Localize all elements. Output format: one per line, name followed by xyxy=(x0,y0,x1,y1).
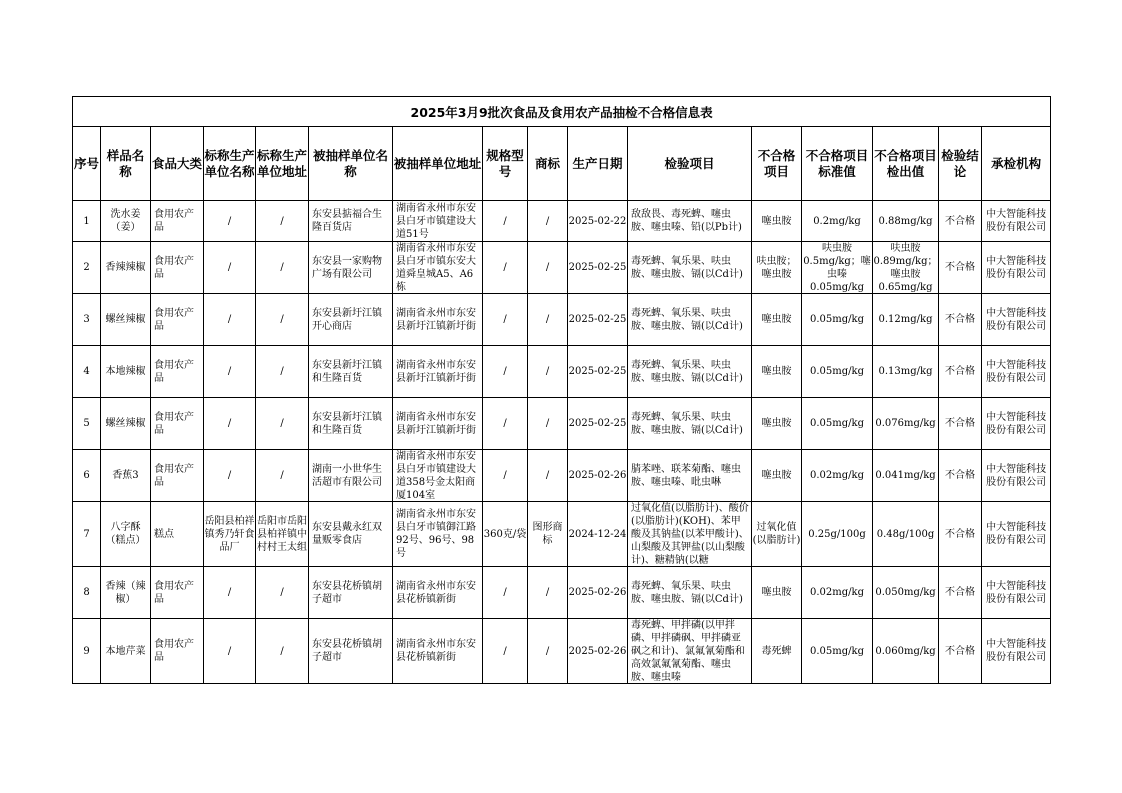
cell-sample-name: 香蕉3 xyxy=(101,450,151,502)
cell-producer-address: / xyxy=(256,567,309,619)
cell-production-date: 2025-02-26 xyxy=(568,567,628,619)
col-header-producer-address: 标称生产单位地址 xyxy=(256,127,309,201)
cell-failed-item: 噻虫胺 xyxy=(752,346,802,398)
cell-producer-address: 岳阳市岳阳县柏祥镇中村村王太组 xyxy=(256,502,309,567)
cell-standard-value: 0.25g/100g xyxy=(802,502,873,567)
cell-sample-name: 螺丝辣椒 xyxy=(101,294,151,346)
cell-test-items: 毒死蜱、氧乐果、呋虫胺、噻虫胺、镉(以Cd计) xyxy=(628,346,752,398)
cell-sample-name: 洗水姜（姜） xyxy=(101,201,151,242)
cell-sampled-unit-name: 东安县花桥镇胡子超市 xyxy=(309,567,393,619)
col-header-failed-item: 不合格项目 xyxy=(752,127,802,201)
cell-food-category: 食用农产品 xyxy=(151,567,204,619)
cell-conclusion: 不合格 xyxy=(939,294,982,346)
cell-producer-name: / xyxy=(204,201,256,242)
cell-trademark: / xyxy=(528,346,568,398)
cell-failed-item: 噻虫胺 xyxy=(752,567,802,619)
cell-seq: 2 xyxy=(73,242,101,294)
cell-spec: / xyxy=(483,346,528,398)
table-row xyxy=(73,294,1051,346)
cell-sampled-unit-name: 湖南一小世华生活超市有限公司 xyxy=(309,450,393,502)
cell-producer-name: / xyxy=(204,242,256,294)
cell-trademark: / xyxy=(528,294,568,346)
cell-food-category: 糕点 xyxy=(151,502,204,567)
cell-detected-value: 0.060mg/kg xyxy=(873,619,939,684)
cell-spec: / xyxy=(483,619,528,684)
col-header-food-category: 食品大类 xyxy=(151,127,204,201)
col-header-trademark: 商标 xyxy=(528,127,568,201)
cell-sampled-unit-address: 湖南省永州市东安县花桥镇新街 xyxy=(393,567,483,619)
cell-spec: / xyxy=(483,450,528,502)
cell-seq: 3 xyxy=(73,294,101,346)
cell-seq: 7 xyxy=(73,502,101,567)
cell-trademark: / xyxy=(528,567,568,619)
cell-producer-address: / xyxy=(256,346,309,398)
cell-sampled-unit-name: 东安县新圩江镇和生隆百货 xyxy=(309,346,393,398)
col-header-standard-value: 不合格项目标准值 xyxy=(802,127,873,201)
cell-testing-agency: 中大智能科技股份有限公司 xyxy=(982,450,1051,502)
cell-sampled-unit-name: 东安县戴永红双量贩零食店 xyxy=(309,502,393,567)
table-row xyxy=(73,201,1051,242)
col-header-seq: 序号 xyxy=(73,127,101,201)
cell-food-category: 食用农产品 xyxy=(151,450,204,502)
cell-producer-address: / xyxy=(256,398,309,450)
cell-conclusion: 不合格 xyxy=(939,242,982,294)
cell-producer-address: / xyxy=(256,242,309,294)
cell-conclusion: 不合格 xyxy=(939,346,982,398)
cell-food-category: 食用农产品 xyxy=(151,201,204,242)
cell-producer-name: / xyxy=(204,294,256,346)
table-row xyxy=(73,398,1051,450)
table-row xyxy=(73,346,1051,398)
cell-production-date: 2025-02-26 xyxy=(568,619,628,684)
cell-spec: / xyxy=(483,567,528,619)
cell-failed-item: 噻虫胺 xyxy=(752,450,802,502)
cell-testing-agency: 中大智能科技股份有限公司 xyxy=(982,619,1051,684)
cell-detected-value: 0.48g/100g xyxy=(873,502,939,567)
cell-testing-agency: 中大智能科技股份有限公司 xyxy=(982,502,1051,567)
cell-sampled-unit-address: 湖南省永州市东安县白牙市镇建设大道358号金太阳商厦104室 xyxy=(393,450,483,502)
table-row xyxy=(73,502,1051,567)
col-header-test-items: 检验项目 xyxy=(628,127,752,201)
cell-spec: / xyxy=(483,201,528,242)
table-row xyxy=(73,450,1051,502)
cell-production-date: 2025-02-25 xyxy=(568,294,628,346)
inspection-table xyxy=(72,96,1051,684)
cell-sample-name: 八字酥（糕点） xyxy=(101,502,151,567)
table-row xyxy=(73,242,1051,294)
cell-spec: / xyxy=(483,398,528,450)
col-header-detected-value: 不合格项目检出值 xyxy=(873,127,939,201)
cell-spec: / xyxy=(483,242,528,294)
cell-sampled-unit-address: 湖南省永州市东安县白牙市镇东安大道舜皇城A5、A6栋 xyxy=(393,242,483,294)
cell-standard-value: 0.05mg/kg xyxy=(802,346,873,398)
cell-test-items: 毒死蜱、氧乐果、呋虫胺、噻虫胺、镉(以Cd计) xyxy=(628,398,752,450)
cell-sampled-unit-address: 湖南省永州市东安县新圩江镇新圩街 xyxy=(393,346,483,398)
cell-detected-value: 0.050mg/kg xyxy=(873,567,939,619)
header-row xyxy=(73,127,1051,201)
cell-conclusion: 不合格 xyxy=(939,502,982,567)
col-header-producer-name: 标称生产单位名称 xyxy=(204,127,256,201)
cell-production-date: 2024-12-24 xyxy=(568,502,628,567)
cell-sample-name: 螺丝辣椒 xyxy=(101,398,151,450)
cell-failed-item: 噻虫胺 xyxy=(752,398,802,450)
cell-standard-value: 0.02mg/kg xyxy=(802,450,873,502)
cell-producer-name: / xyxy=(204,450,256,502)
cell-sampled-unit-address: 湖南省永州市东安县白牙市镇御江路92号、96号、98号 xyxy=(393,502,483,567)
cell-seq: 5 xyxy=(73,398,101,450)
cell-food-category: 食用农产品 xyxy=(151,346,204,398)
cell-producer-address: / xyxy=(256,619,309,684)
cell-failed-item: 噻虫胺 xyxy=(752,201,802,242)
cell-sampled-unit-address: 湖南省永州市东安县新圩江镇新圩街 xyxy=(393,294,483,346)
cell-test-items: 毒死蜱、氧乐果、呋虫胺、噻虫胺、镉(以Cd计) xyxy=(628,294,752,346)
col-header-testing-agency: 承检机构 xyxy=(982,127,1051,201)
cell-testing-agency: 中大智能科技股份有限公司 xyxy=(982,294,1051,346)
col-header-sampled-unit-name: 被抽样单位名称 xyxy=(309,127,393,201)
cell-trademark: / xyxy=(528,619,568,684)
cell-test-items: 毒死蜱、氧乐果、呋虫胺、噻虫胺、镉(以Cd计) xyxy=(628,242,752,294)
cell-producer-name: / xyxy=(204,567,256,619)
cell-production-date: 2025-02-26 xyxy=(568,450,628,502)
inspection-table-sheet xyxy=(72,96,1050,684)
cell-sampled-unit-name: 东安县花桥镇胡子超市 xyxy=(309,619,393,684)
cell-sample-name: 香辣辣椒 xyxy=(101,242,151,294)
cell-testing-agency: 中大智能科技股份有限公司 xyxy=(982,398,1051,450)
cell-test-items: 毒死蜱、甲拌磷(以甲拌磷、甲拌磷砜、甲拌磷亚砜之和计)、氯氟氰菊酯和高效氯氟氰菊酯、噻虫胺、噻虫嗪 xyxy=(628,619,752,684)
table-title: 2025年3月9批次食品及食用农产品抽检不合格信息表 xyxy=(73,97,1051,127)
cell-failed-item: 毒死蜱 xyxy=(752,619,802,684)
cell-testing-agency: 中大智能科技股份有限公司 xyxy=(982,346,1051,398)
col-header-conclusion: 检验结论 xyxy=(939,127,982,201)
cell-spec: / xyxy=(483,294,528,346)
cell-production-date: 2025-02-25 xyxy=(568,242,628,294)
cell-trademark: / xyxy=(528,450,568,502)
cell-standard-value: 0.05mg/kg xyxy=(802,398,873,450)
cell-trademark: / xyxy=(528,398,568,450)
cell-sample-name: 本地辣椒 xyxy=(101,346,151,398)
cell-spec: 360克/袋 xyxy=(483,502,528,567)
cell-food-category: 食用农产品 xyxy=(151,242,204,294)
col-header-production-date: 生产日期 xyxy=(568,127,628,201)
cell-sample-name: 本地芹菜 xyxy=(101,619,151,684)
cell-test-items: 腈苯唑、联苯菊酯、噻虫胺、噻虫嗪、吡虫啉 xyxy=(628,450,752,502)
cell-producer-address: / xyxy=(256,450,309,502)
cell-seq: 8 xyxy=(73,567,101,619)
cell-conclusion: 不合格 xyxy=(939,619,982,684)
cell-production-date: 2025-02-25 xyxy=(568,398,628,450)
cell-seq: 9 xyxy=(73,619,101,684)
cell-standard-value: 0.02mg/kg xyxy=(802,567,873,619)
cell-conclusion: 不合格 xyxy=(939,398,982,450)
cell-sample-name: 香辣（辣椒） xyxy=(101,567,151,619)
cell-sampled-unit-address: 湖南省永州市东安县白牙市镇建设大道51号 xyxy=(393,201,483,242)
cell-sampled-unit-address: 湖南省永州市东安县新圩江镇新圩街 xyxy=(393,398,483,450)
cell-sampled-unit-name: 东安县新圩江镇和生隆百货 xyxy=(309,398,393,450)
cell-detected-value: 0.13mg/kg xyxy=(873,346,939,398)
cell-seq: 6 xyxy=(73,450,101,502)
cell-sampled-unit-address: 湖南省永州市东安县花桥镇新街 xyxy=(393,619,483,684)
cell-detected-value: 0.041mg/kg xyxy=(873,450,939,502)
cell-trademark: 图形商标 xyxy=(528,502,568,567)
cell-standard-value: 呋虫胺0.5mg/kg；噻虫嗪0.05mg/kg xyxy=(803,243,871,293)
cell-conclusion: 不合格 xyxy=(939,450,982,502)
cell-producer-name: / xyxy=(204,619,256,684)
cell-producer-address: / xyxy=(256,201,309,242)
cell-detected-value: 0.076mg/kg xyxy=(873,398,939,450)
cell-sampled-unit-name: 东安县新圩江镇开心商店 xyxy=(309,294,393,346)
cell-detected-value: 呋虫胺0.89mg/kg；噻虫胺0.65mg/kg xyxy=(873,243,938,293)
cell-seq: 4 xyxy=(73,346,101,398)
cell-producer-name: / xyxy=(204,398,256,450)
cell-failed-item: 呋虫胺；噻虫胺 xyxy=(752,242,802,294)
cell-producer-address: / xyxy=(256,294,309,346)
cell-testing-agency: 中大智能科技股份有限公司 xyxy=(982,201,1051,242)
cell-sampled-unit-name: 东安县掂福合生隆百货店 xyxy=(309,201,393,242)
cell-conclusion: 不合格 xyxy=(939,201,982,242)
cell-food-category: 食用农产品 xyxy=(151,398,204,450)
col-header-sample-name: 样品名称 xyxy=(101,127,151,201)
col-header-sampled-unit-address: 被抽样单位地址 xyxy=(393,127,483,201)
cell-testing-agency: 中大智能科技股份有限公司 xyxy=(982,567,1051,619)
cell-sampled-unit-name: 东安县一家购物广场有限公司 xyxy=(309,242,393,294)
cell-producer-name: 岳阳县柏祥镇秀乃轩食品厂 xyxy=(204,502,256,567)
col-header-spec: 规格型号 xyxy=(483,127,528,201)
cell-producer-name: / xyxy=(204,346,256,398)
cell-test-items: 敌敌畏、毒死蜱、噻虫胺、噻虫嗪、铅(以Pb计) xyxy=(628,201,752,242)
cell-standard-value: 0.2mg/kg xyxy=(802,201,873,242)
cell-detected-value: 0.12mg/kg xyxy=(873,294,939,346)
cell-production-date: 2025-02-25 xyxy=(568,346,628,398)
cell-conclusion: 不合格 xyxy=(939,567,982,619)
table-row xyxy=(73,619,1051,684)
table-row xyxy=(73,567,1051,619)
cell-food-category: 食用农产品 xyxy=(151,619,204,684)
cell-detected-value: 0.88mg/kg xyxy=(873,201,939,242)
cell-standard-value: 0.05mg/kg xyxy=(802,619,873,684)
cell-test-items: 过氧化值(以脂肪计)、酸价(以脂肪计)(KOH)、苯甲酸及其钠盐(以苯甲酸计)、山梨酸及其钾盐(以山梨酸计)、糖精钠(以糖 xyxy=(628,502,752,567)
cell-standard-value: 0.05mg/kg xyxy=(802,294,873,346)
cell-seq: 1 xyxy=(73,201,101,242)
cell-trademark: / xyxy=(528,201,568,242)
cell-failed-item: 噻虫胺 xyxy=(752,294,802,346)
cell-testing-agency: 中大智能科技股份有限公司 xyxy=(982,242,1051,294)
cell-trademark: / xyxy=(528,242,568,294)
cell-failed-item: 过氧化值(以脂肪计) xyxy=(752,502,802,567)
cell-food-category: 食用农产品 xyxy=(151,294,204,346)
cell-test-items: 毒死蜱、氧乐果、呋虫胺、噻虫胺、镉(以Cd计) xyxy=(628,567,752,619)
table-body xyxy=(73,201,1051,684)
cell-production-date: 2025-02-22 xyxy=(568,201,628,242)
